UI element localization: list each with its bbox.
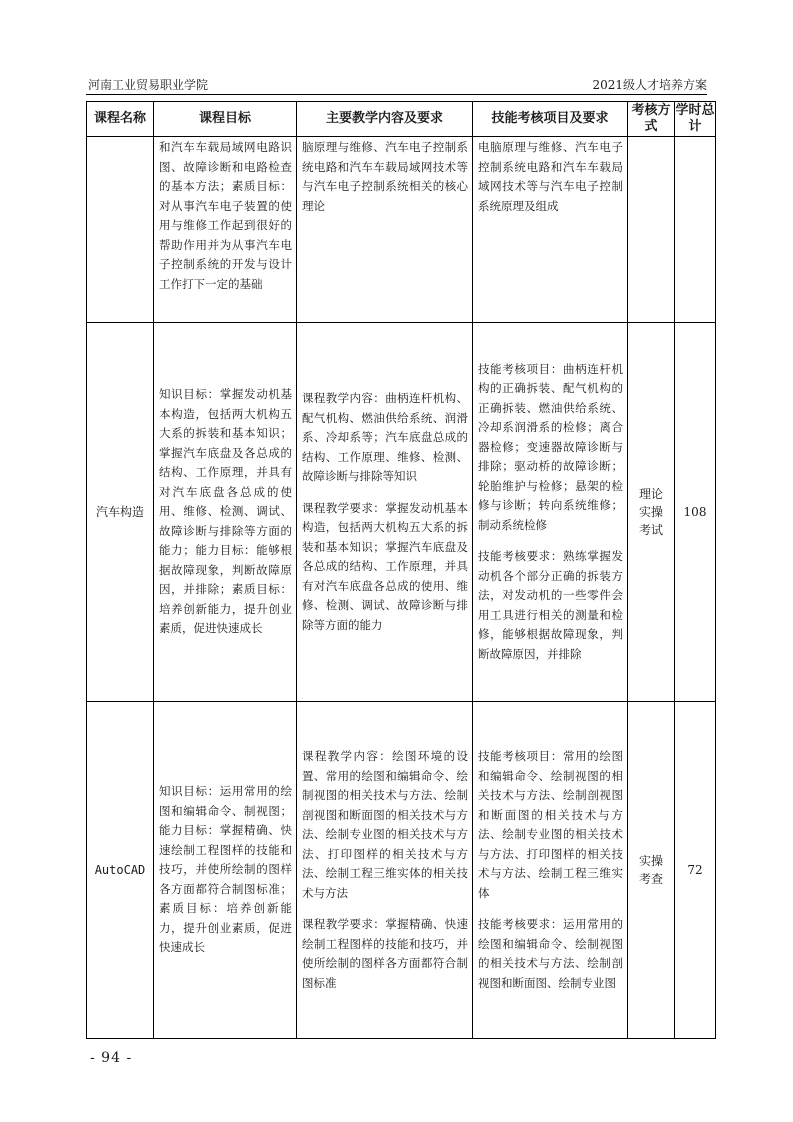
col-header-hours: 学时总计: [675, 102, 716, 137]
course-goal-text: 知识目标：运用常用的绘图和编辑命令、制视图；能力目标：掌握精确、快速绘制工程图样的技能和技巧，并使所绘制的图样各方面都符合制图标准；素质目标：培养创新能力，提升创业素质，促进快速成长: [159, 784, 292, 955]
col-header-content: 主要教学内容及要求: [297, 102, 473, 137]
hours-cell: [675, 137, 716, 323]
header-rule: [86, 94, 707, 95]
content-requirement: 课程教学要求：掌握发动机基本构造，包括两大机构五大系的拆装和基本知识；掌握汽车底盘及各总成的结构、工作原理，并具有对汽车底盘各总成的使用、维修、检测、调试、故障诊断与排除等方面的能力: [302, 500, 468, 632]
course-goal-text: 和汽车车载局域网电路识图、故障诊断和电路检查的基本方法；素质目标：对从事汽车电子装置的使用与维修工作起到很好的帮助作用并为从事汽车电子控制系统的开发与设计工作打下一定的基础: [159, 140, 292, 291]
curriculum-table: [86, 101, 716, 1039]
course-goal-cell: [154, 137, 297, 323]
content-teaching: 课程教学内容：曲柄连杆机构、配气机构、燃油供给系统、润滑系、冷却系等；汽车底盘总成的结构、工作原理、维修、检测、故障诊断与排除等知识: [302, 391, 468, 483]
skills-items: 技能考核项目：常用的绘图和编辑命令、绘制视图的相关技术与方法、绘制剖视图和断面图的相关技术与方法、绘制专业图的相关技术与方法、打印图样的相关技术与方法、绘制工程三维实体: [478, 749, 623, 900]
content-requirement: 课程教学要求：掌握精确、快速绘制工程图样的技能和技巧，并使所绘制的图样各方面都符合制图标准: [302, 917, 468, 990]
skills-cell: [473, 323, 628, 702]
content-text: 脑原理与维修、汽车电子控制系统电路和汽车车载局域网技术等与汽车电子控制系统相关的核心理论: [302, 140, 468, 213]
table-header-row: [87, 102, 716, 137]
course-goal-text: 知识目标：掌握发动机基本构造，包括两大机构五大系的拆装和基本知识；掌握汽车底盘及各总成的结构、工作原理，并具有对汽车底盘各总成的使用、维修、检测、调试、故障诊断与排除等方面的能力；能力目标：能够根据故障现象，判断故障原因，并排除；素质目标：培养创新能力，提升创业素质，促进快速成长: [159, 387, 292, 636]
course-goal-cell: [154, 323, 297, 702]
table-row: [87, 137, 716, 323]
table-row: [87, 323, 716, 702]
col-header-exam-method: 考核方式: [628, 102, 675, 137]
col-header-course-goal: 课程目标: [154, 102, 297, 137]
hours-cell: 72: [675, 702, 716, 1039]
course-name-cell: [87, 137, 154, 323]
course-name-cell: AutoCAD: [87, 702, 154, 1039]
skills-cell: [473, 137, 628, 323]
course-name-cell: 汽车构造: [87, 323, 154, 702]
content-cell: [297, 323, 473, 702]
skills-requirement: 技能考核要求：熟练掌握发动机各个部分正确的拆装方法，对发动机的一些零件会用工具进行相关的测量和检修，能够根据故障现象，判断故障原因，并排除: [478, 549, 623, 661]
col-header-course-name: 课程名称: [87, 102, 154, 137]
skills-text: 电脑原理与维修、汽车电子控制系统电路和汽车车载局域网技术等与汽车电子控制系统原理及组成: [478, 140, 623, 213]
exam-method-cell: 理论实操考试: [628, 323, 675, 702]
content-teaching: 课程教学内容：绘图环境的设置、常用的绘图和编辑命令、绘制视图的相关技术与方法、绘制剖视图和断面图的相关技术与方法、绘制专业图的相关技术与方法、打印图样的相关技术与方法、绘制工程三维实体的相关技术与方法: [302, 749, 468, 900]
col-header-skills: 技能考核项目及要求: [473, 102, 628, 137]
table-row: [87, 702, 716, 1039]
exam-method-cell: [628, 137, 675, 323]
page-number: - 94 -: [90, 1050, 133, 1066]
header-school: 河南工业贸易职业学院: [88, 78, 209, 92]
hours-cell: 108: [675, 323, 716, 702]
skills-items: 技能考核项目：曲柄连杆机构的正确拆装、配气机构的正确拆装、燃油供给系统、冷却系润滑系的检修；离合器检修；变速器故障诊断与排除；驱动桥的故障诊断；轮胎维护与检修；悬架的检修与诊断；转向系统维修；制动系统检修: [478, 361, 623, 532]
skills-requirement: 技能考核要求：运用常用的绘图和编辑命令、绘制视图的相关技术与方法、绘制剖视图和断面图、绘制专业图: [478, 917, 623, 990]
skills-cell: [473, 702, 628, 1039]
content-cell: [297, 137, 473, 323]
exam-method-cell: 实操考查: [628, 702, 675, 1039]
header-doc-title: 2021级人才培养方案: [592, 78, 707, 92]
course-goal-cell: [154, 702, 297, 1039]
content-cell: [297, 702, 473, 1039]
